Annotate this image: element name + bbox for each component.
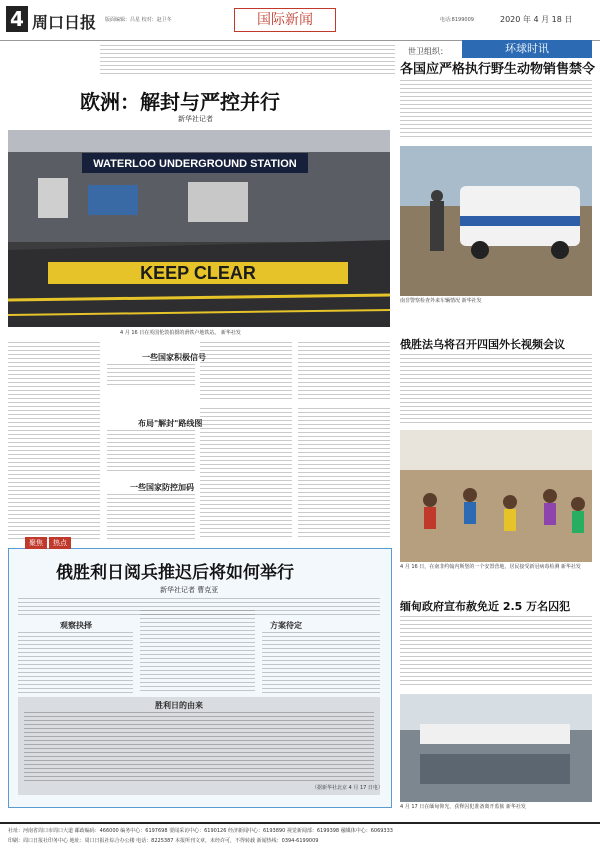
station-sign: WATERLOO UNDERGROUND STATION	[93, 158, 297, 170]
camp-photo	[400, 430, 592, 562]
europe-subhead-2: 布局"解封"路线图	[138, 419, 203, 428]
who-headline: 各国应严格执行野生动物销售禁令	[400, 62, 596, 77]
paper-logo: 周口日报	[32, 13, 97, 32]
myanmar-headline: 缅甸政府宣布赦免近 2.5 万名囚犯	[400, 600, 571, 613]
europe-text-col-4a	[298, 342, 390, 402]
camp-photo-art	[400, 430, 592, 562]
page-header	[0, 0, 600, 41]
station-photo-art	[8, 130, 390, 327]
page-number: 4	[6, 6, 28, 32]
video-conf-text	[400, 354, 592, 424]
europe-subhead-3: 一些国家防控加码	[130, 483, 194, 492]
europe-text-col-2a	[107, 364, 195, 386]
russia-parade-col-2	[140, 610, 255, 694]
russia-parade-author: 新华社记者 曹克亚	[160, 586, 219, 594]
russia-parade-col-1	[18, 632, 133, 694]
europe-text-col-2c	[107, 494, 195, 540]
prison-photo	[400, 694, 592, 802]
europe-author: 新华社记者	[178, 115, 213, 123]
section-flag: 环球时讯	[462, 40, 592, 58]
origin-sidebar-text	[24, 712, 374, 782]
prison-photo-art	[400, 694, 592, 802]
keep-clear-text: KEEP CLEAR	[140, 263, 256, 283]
police-photo	[400, 146, 592, 296]
section-title: 国际新闻	[234, 8, 336, 32]
russia-parade-sub-3: 胜利日的由来	[155, 701, 203, 710]
europe-text-col-3a	[200, 342, 292, 402]
prison-caption: 4 月 17 日在缅甸仰光，获释囚犯准备离开监狱 新华社发	[400, 804, 526, 810]
europe-text-col-2b	[107, 430, 195, 472]
europe-text-col-1	[8, 342, 100, 542]
video-conf-headline: 俄胜法乌将召开四国外长视频会议	[400, 338, 565, 351]
police-photo-art	[400, 146, 592, 296]
tag-focus: 聚焦	[25, 537, 47, 549]
station-photo	[8, 130, 390, 327]
russia-parade-sub-1: 观察抉择	[60, 621, 92, 630]
who-text	[400, 80, 592, 140]
editor-line: 版面编辑：吕星 校对：赵卫冬	[105, 17, 172, 23]
russia-parade-headline: 俄胜利日阅兵推迟后将如何举行	[56, 563, 294, 583]
page-footer	[0, 822, 600, 847]
footer-line-1: 社址：河南省周口市周口大道 邮政编码：466000 编务中心：6197698 要闻采访中心：6190126 经济新闻中心：6193890 视觉新闻部：6199398 融媒体中心：6069333	[8, 828, 393, 834]
europe-text-col-3b	[200, 408, 292, 540]
tag-hot: 热点	[49, 537, 71, 549]
myanmar-text	[400, 616, 592, 688]
europe-headline: 欧洲：解封与严控并行	[80, 90, 280, 114]
russia-parade-sub-2: 方案待定	[270, 621, 302, 630]
russia-parade-source: （据新华社北京 4 月 17 日电）	[312, 785, 383, 791]
europe-text-col-4b	[298, 408, 390, 540]
who-caption: 南非警察检查外来车辆情况 新华社发	[400, 298, 482, 304]
who-kicker: 世卫组织：	[408, 47, 448, 56]
europe-subhead-1: 一些国家积极信号	[142, 353, 206, 362]
europe-caption: 4 月 16 日在英国伦敦拍摄的滑铁卢地铁站。 新华社发	[120, 330, 241, 336]
europe-lead-text	[100, 45, 395, 77]
focus-tags	[25, 537, 73, 549]
issue-date: 2020 年 4 月 18 日	[500, 15, 573, 24]
russia-parade-col-3	[262, 632, 380, 694]
camp-caption: 4 月 16 日，在南非约翰内斯堡的一个安置营地，居民接受新冠病毒检测 新华社发	[400, 564, 581, 570]
footer-line-2: 印刷：周口日报社印务中心 地址：周口日报社综合办公楼 电话：8225387 本报所刊文章，未经许可，不得转载 新闻热线：0394-6199009	[8, 838, 319, 844]
phone: 电话:8199009	[440, 17, 474, 23]
